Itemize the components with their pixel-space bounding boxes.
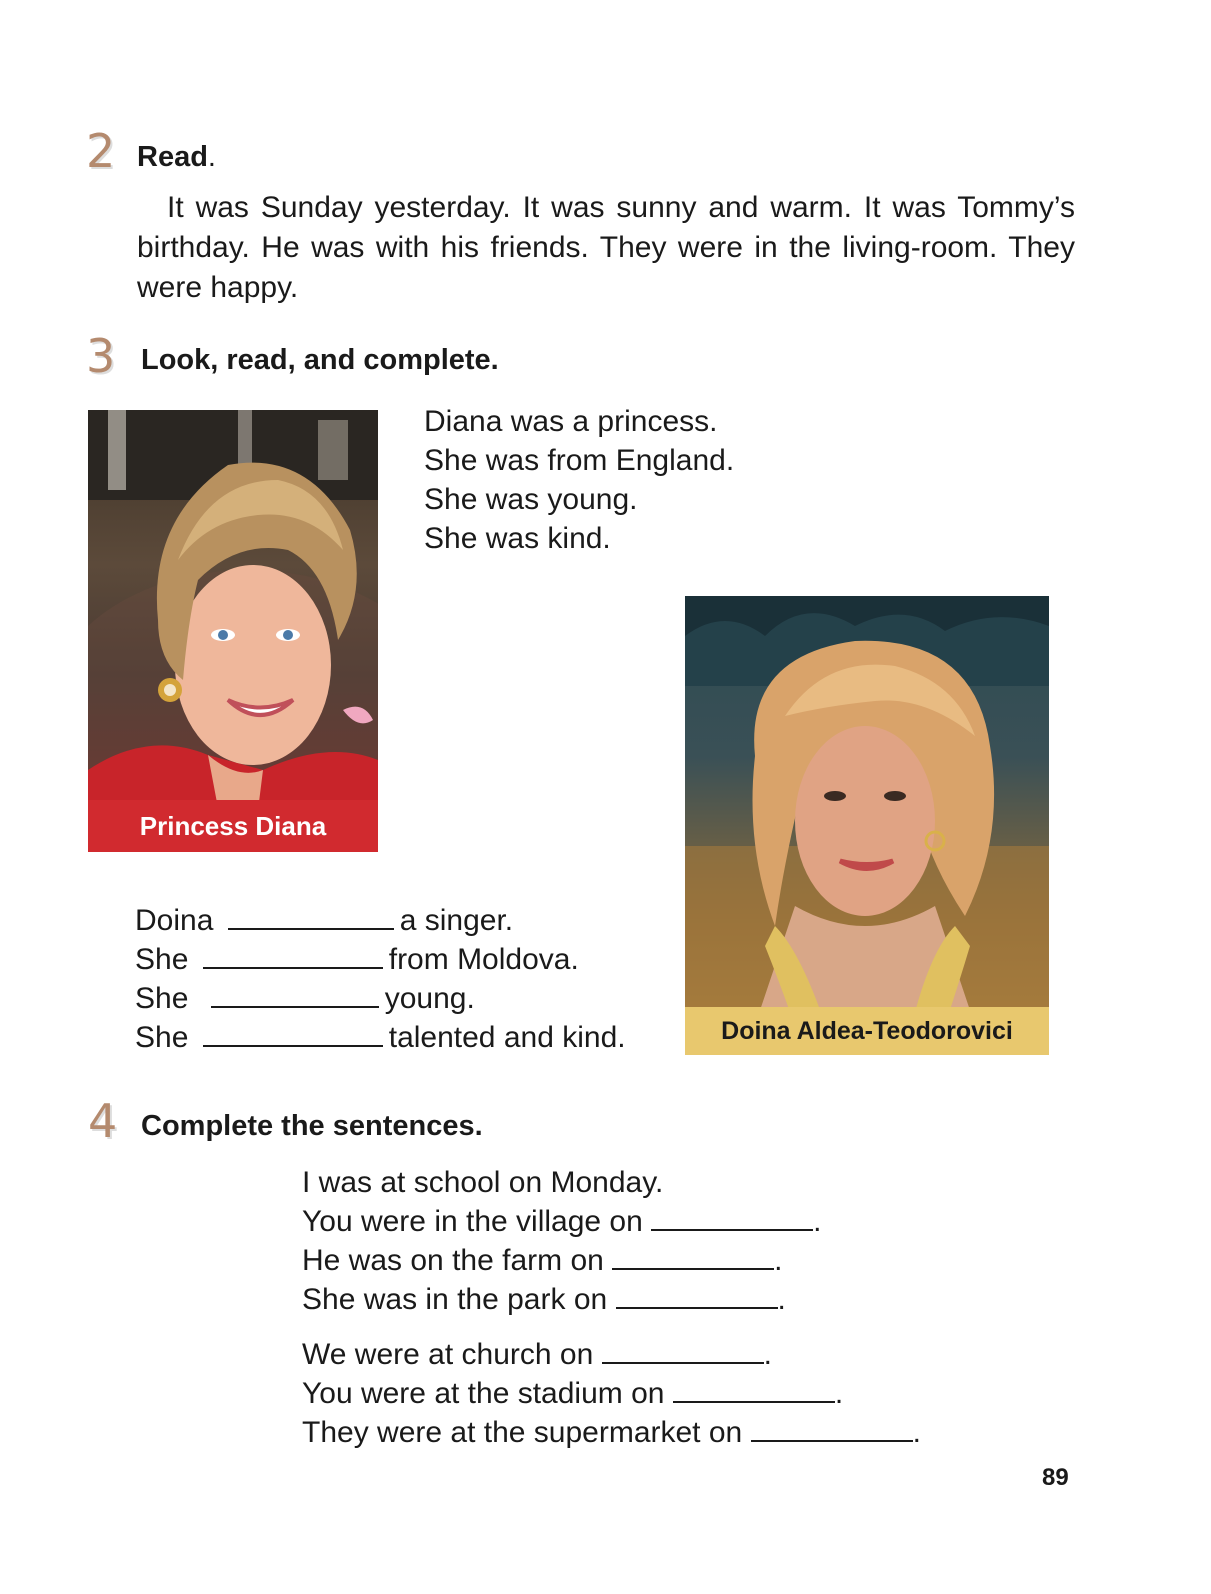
doina-row-4-rest: talented and kind.	[388, 1021, 626, 1054]
diana-portrait-illustration	[88, 410, 378, 852]
doina-row-3-subject: She	[135, 982, 189, 1015]
exercise-number-3: 3	[86, 329, 116, 383]
sentence-end: .	[834, 1377, 844, 1410]
sentence-row	[302, 1202, 921, 1241]
diana-line-2: She was from England.	[424, 444, 735, 477]
answer-blank[interactable]	[616, 1283, 778, 1309]
princess-diana-photo	[88, 410, 378, 852]
sentence-row	[302, 1413, 921, 1452]
answer-blank[interactable]	[751, 1416, 913, 1442]
answer-blank[interactable]	[203, 943, 383, 969]
answer-blank[interactable]	[612, 1244, 774, 1270]
doina-row-2	[135, 940, 626, 979]
exercise-2-heading	[137, 141, 216, 174]
sentence-end: .	[774, 1244, 783, 1277]
doina-row-1-rest: a singer.	[399, 904, 514, 937]
answer-blank[interactable]	[673, 1377, 835, 1403]
exercise-4-sentences	[302, 1163, 921, 1452]
diana-line-3: She was young.	[424, 483, 638, 516]
sentence-row	[302, 1335, 921, 1374]
doina-row-3	[135, 979, 626, 1018]
sentence-text: They were at the supermarket on	[302, 1416, 743, 1449]
doina-sentences	[135, 901, 626, 1057]
sentence-text: He was on the farm on	[302, 1244, 604, 1277]
sentence-row	[302, 1241, 921, 1280]
diana-sentences	[424, 402, 734, 558]
sentence-row	[302, 1374, 921, 1413]
answer-blank[interactable]	[211, 982, 379, 1008]
group-spacer	[302, 1319, 921, 1335]
exercise-4-heading: Complete the sentences.	[141, 1110, 483, 1142]
page-number: 89	[1042, 1464, 1069, 1491]
doina-aldea-teodorovici-photo	[685, 596, 1049, 1055]
exercise-3-heading: Look, read, and complete.	[141, 344, 499, 376]
doina-row-1	[135, 901, 626, 940]
exercise-number-4: 4	[88, 1094, 118, 1148]
diana-caption: Princess Diana	[88, 800, 378, 852]
doina-row-2-rest: from Moldova.	[388, 943, 579, 976]
doina-row-4-subject: She	[135, 1021, 189, 1054]
sentence-text: She was in the park on	[302, 1283, 608, 1316]
doina-caption: Doina Aldea-Teodorovici	[685, 1007, 1049, 1055]
answer-blank[interactable]	[651, 1205, 813, 1231]
answer-blank[interactable]	[203, 1021, 383, 1047]
sentence-text: We were at church on	[302, 1338, 594, 1371]
sentence-end: .	[763, 1338, 772, 1371]
doina-row-1-subject: Doina	[135, 904, 214, 937]
sentence-text: You were at the stadium on	[302, 1377, 665, 1410]
exercise-number-2: 2	[86, 124, 116, 178]
doina-row-2-subject: She	[135, 943, 189, 976]
reading-passage: It was Sunday yesterday. It was sunny and warm. It was Tommy’s birthday. He was with his friends. They were in the living-room. They were happy.	[137, 191, 1075, 304]
exercise-2-heading-text: Read	[137, 141, 208, 173]
diana-line-1: Diana was a princess.	[424, 405, 718, 438]
diana-line-4: She was kind.	[424, 522, 611, 555]
sentence-end: .	[912, 1416, 921, 1449]
answer-blank[interactable]	[228, 904, 394, 930]
answer-blank[interactable]	[602, 1338, 764, 1364]
exercise-2-heading-punct: .	[207, 141, 216, 173]
sentence-end: .	[777, 1283, 786, 1316]
sentence-row	[302, 1280, 921, 1319]
doina-row-4	[135, 1018, 626, 1057]
sentence-end: .	[813, 1205, 822, 1238]
doina-row-3-rest: young.	[384, 982, 475, 1015]
doina-portrait-illustration	[685, 596, 1049, 1055]
sentence-text: You were in the village on	[302, 1205, 643, 1238]
example-sentence: I was at school on Monday.	[302, 1166, 664, 1199]
